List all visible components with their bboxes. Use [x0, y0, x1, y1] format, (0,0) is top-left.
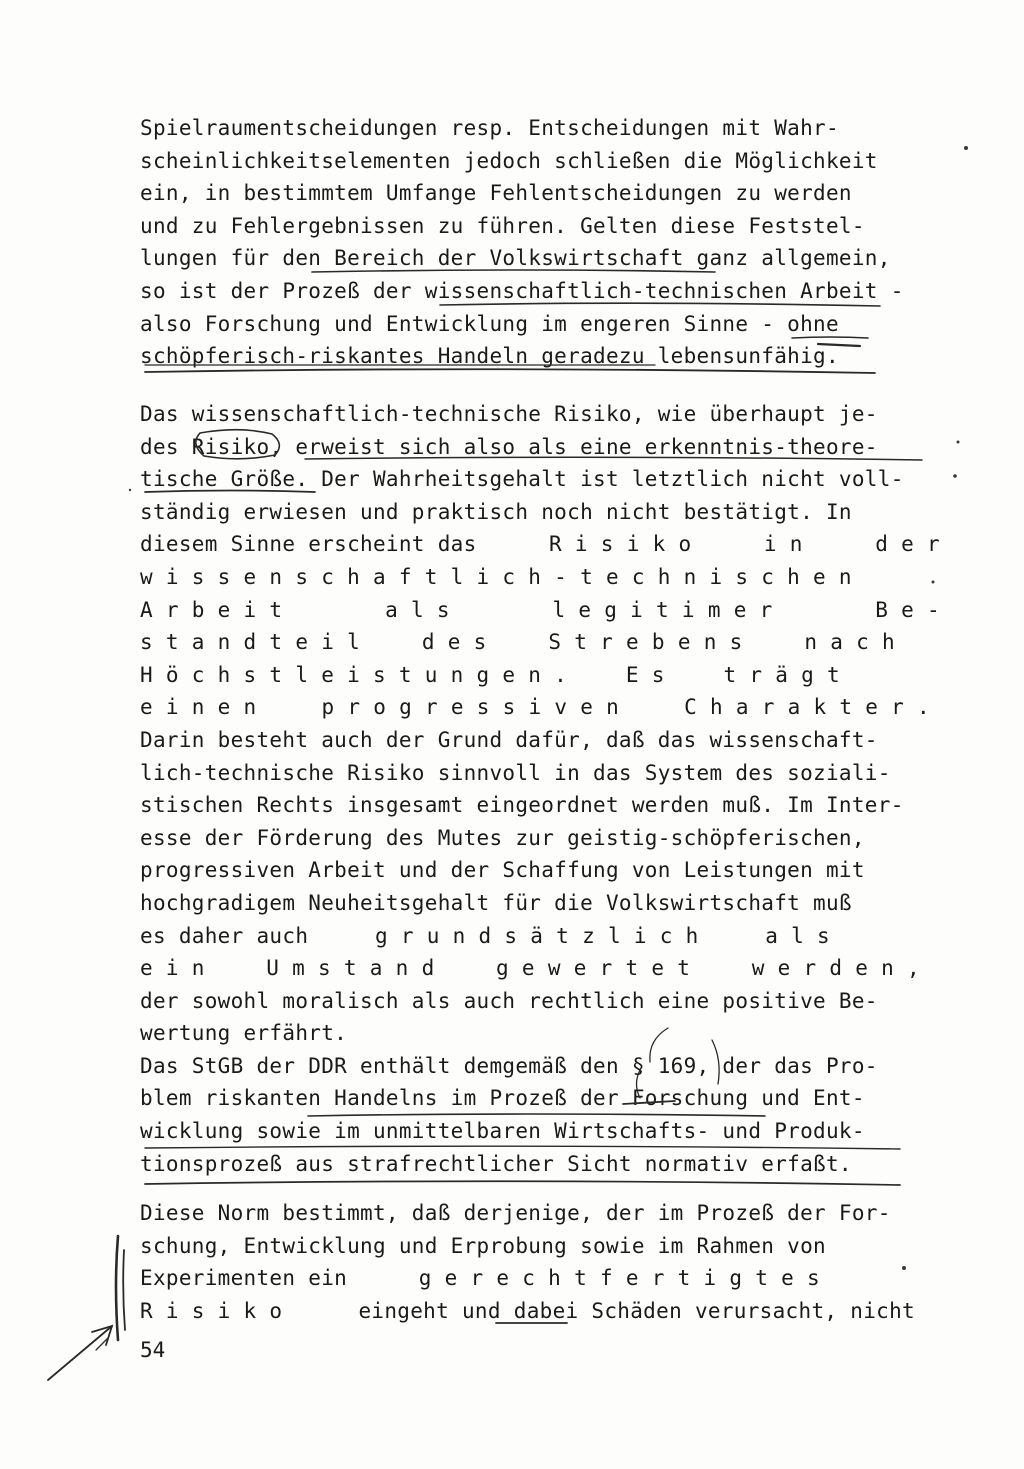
text-segment: n a c h — [804, 630, 895, 655]
spaced-line — [140, 528, 940, 561]
text-line: lich-technische Risiko sinnvoll in das System des soziali- — [140, 760, 891, 785]
text-segment: e i n e n — [140, 695, 257, 720]
text-line: schung, Entwicklung und Erprobung sowie im Rahmen von — [140, 1233, 826, 1258]
text-line: tionsprozeß aus strafrechtlicher Sicht normativ erfaßt. — [140, 1151, 852, 1176]
text-line: wertung erfährt. — [140, 1021, 348, 1046]
text-line: Darin besteht auch der Grund dafür, daß das wissenschaft- — [140, 727, 878, 752]
spaced-line — [140, 1262, 820, 1295]
text-line: Diese Norm bestimmt, daß derjenige, der im Prozeß der For- — [140, 1201, 891, 1225]
text-segment: diesem Sinne erscheint das — [140, 532, 477, 557]
paragraph-5 — [140, 1197, 940, 1327]
text-segment: d e r — [875, 532, 940, 557]
text-segment: R i s i k o — [549, 532, 692, 557]
text-segment: s t a n d t e i l — [140, 630, 361, 655]
text-segment: U m s t a n d — [266, 956, 435, 981]
paragraph-1 — [140, 112, 940, 373]
text-line: esse der Förderung des Mutes zur geistig-schöpferischen, — [140, 825, 865, 850]
arrow-mark — [92, 1326, 112, 1345]
text-segment: eingeht und dabei Schäden verursacht, nicht — [358, 1298, 915, 1323]
text-line: Spielraumentscheidungen resp. Entscheidungen mit Wahr- — [140, 116, 839, 140]
text-line: und zu Fehlergebnissen zu führen. Gelten diese Feststel- — [140, 213, 865, 238]
underline-mark — [145, 1181, 900, 1185]
text-segment: H ö c h s t l e i s t u n g e n . — [140, 662, 568, 687]
text-segment: S t r e b e n s — [548, 630, 743, 655]
spaced-line — [140, 659, 840, 692]
spaced-line — [140, 691, 930, 724]
paragraph-2 — [140, 398, 940, 1180]
text-line: ein, in bestimmtem Umfange Fehlentscheidungen zu werden — [140, 181, 852, 206]
text-segment: g e w e r t e t — [496, 956, 691, 981]
text-segment: B e - — [875, 597, 940, 622]
text-line: wicklung sowie im unmittelbaren Wirtschafts- und Produk- — [140, 1119, 865, 1144]
text-line: tische Größe. Der Wahrheitsgehalt ist letztlich nicht voll- — [140, 467, 904, 492]
text-segment: es daher auch — [140, 923, 309, 948]
margin-bar — [116, 1236, 118, 1340]
text-segment: w e r d e n , — [751, 956, 920, 981]
spaced-line — [140, 952, 920, 985]
text-segment: a l s — [385, 597, 450, 622]
spaced-line — [140, 561, 885, 594]
text-line: der sowohl moralisch als auch rechtlich eine positive Be- — [140, 988, 878, 1013]
page-number: 54 — [140, 1338, 166, 1362]
text-segment: g r u n d s ä t z l i c h — [374, 923, 699, 948]
arrow-mark — [96, 1338, 108, 1350]
text-line: so ist der Prozeß der wissenschaftlich-technischen Arbeit - — [140, 278, 904, 303]
text-line: des Risiko, erweist sich also als eine erkenntnis-theore- — [140, 434, 878, 459]
text-segment: t r ä g t — [723, 662, 840, 687]
text-segment: C h a r a k t e r . — [684, 695, 930, 720]
text-line: Das wissenschaftlich-technische Risiko, wie überhaupt je- — [140, 402, 878, 426]
text-segment: w i s s e n s c h a f t l i c h - t e c h n i s c h e n — [140, 564, 852, 589]
text-segment: l e g i t i m e r — [552, 597, 773, 622]
margin-bar — [123, 1250, 125, 1330]
text-line: progressiven Arbeit und der Schaffung von Leistungen mit — [140, 858, 865, 883]
text-line: stischen Rechts insgesamt eingeordnet werden muß. Im Inter- — [140, 793, 904, 818]
arrow-mark — [48, 1326, 112, 1380]
text-segment: p r o g r e s s i v e n — [321, 695, 620, 720]
text-segment: a l s — [765, 923, 830, 948]
spaced-line — [140, 920, 830, 953]
text-segment: A r b e i t — [140, 597, 283, 622]
spaced-line — [140, 594, 940, 627]
text-segment: i n — [763, 532, 803, 557]
text-segment: Experimenten ein — [140, 1266, 348, 1291]
text-segment: R i s i k o — [140, 1298, 283, 1323]
text-line: Das StGB der DDR enthält demgemäß den § 169, der das Pro- — [140, 1053, 878, 1078]
text-line: ständig erwiesen und praktisch noch nicht bestätigt. In — [140, 499, 852, 524]
text-line: scheinlichkeitselementen jedoch schließen die Möglichkeit — [140, 148, 878, 173]
spaced-line — [140, 626, 895, 659]
text-segment: g e r e c h t f e r t i g t e s — [418, 1266, 820, 1291]
text-line: schöpferisch-riskantes Handeln geradezu lebensunfähig. — [140, 344, 839, 369]
text-line: lungen für den Bereich der Volkswirtschaft ganz allgemein, — [140, 246, 891, 271]
text-segment: E s — [625, 662, 665, 687]
text-line: also Forschung und Entwicklung im engeren Sinne - ohne — [140, 311, 839, 336]
text-segment: e i n — [140, 956, 205, 981]
text-line: hochgradigem Neuheitsgehalt für die Volkswirtschaft muß — [140, 890, 852, 915]
text-segment: d e s — [421, 630, 487, 655]
spaced-line — [140, 1295, 915, 1328]
text-line: blem riskanten Handelns im Prozeß der Forschung und Ent- — [140, 1086, 865, 1111]
